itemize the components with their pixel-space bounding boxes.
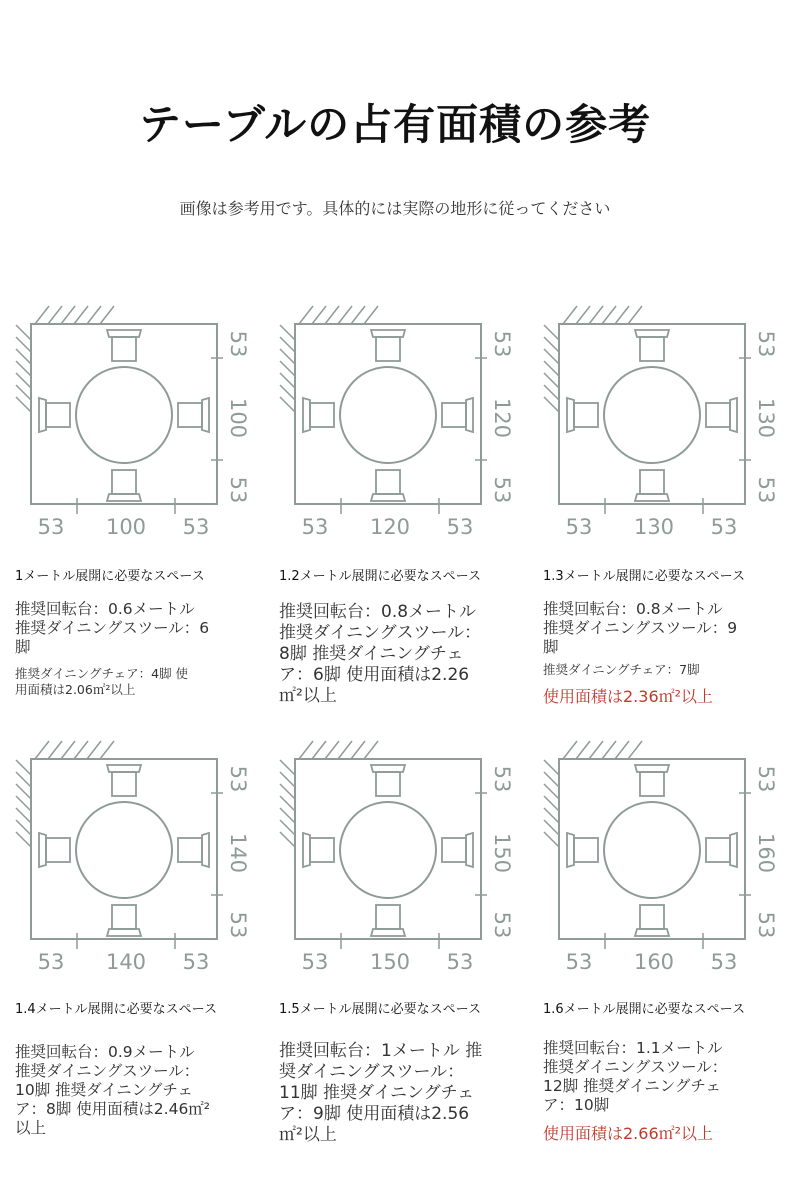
chair-right <box>178 833 209 867</box>
room-outline <box>31 324 217 504</box>
chair-left <box>303 833 334 867</box>
chair-right <box>442 833 473 867</box>
size-option-card <box>15 300 275 730</box>
floor-plan-diagram <box>543 300 790 540</box>
dim-right-table: 150 <box>490 832 514 874</box>
dim-right-top: 53 <box>754 330 778 358</box>
card-description: 推奨回転台：0.8メートル 推奨ダイニングスツール：9脚 <box>543 600 738 656</box>
page-title: テーブルの占有面積の参考 <box>138 100 652 149</box>
size-option-card <box>543 300 790 730</box>
chair-bottom <box>371 905 405 936</box>
size-option-card <box>279 300 539 730</box>
dim-bottom-table: 160 <box>633 950 675 974</box>
dim-right-top: 53 <box>754 765 778 793</box>
card-note: 推奨ダイニングチェア：7脚 <box>543 662 700 677</box>
dim-right-table: 100 <box>226 397 250 439</box>
chair-bottom <box>107 905 141 936</box>
dim-bottom-left: 53 <box>565 515 593 539</box>
room-outline <box>31 759 217 939</box>
chair-right <box>706 398 737 432</box>
chair-top <box>107 765 141 796</box>
chair-left <box>567 398 598 432</box>
dim-bottom-left: 53 <box>565 950 593 974</box>
room-outline <box>295 324 481 504</box>
room-outline <box>295 759 481 939</box>
round-table <box>604 802 700 898</box>
chair-left <box>39 833 70 867</box>
card-area-highlight: 使用面積は2.36㎡²以上 <box>543 687 714 706</box>
chair-top <box>635 330 669 361</box>
card-heading: 1.6メートル展開に必要なスペース <box>543 1002 746 1017</box>
dim-bottom-table: 120 <box>369 515 411 539</box>
dimension-ticks <box>341 793 487 949</box>
dim-right-bottom: 53 <box>226 476 250 504</box>
size-option-card <box>279 735 539 1165</box>
round-table <box>604 367 700 463</box>
dim-bottom-right: 53 <box>446 515 474 539</box>
dim-right-top: 53 <box>226 765 250 793</box>
dimension-ticks <box>341 358 487 514</box>
card-heading: 1.3メートル展開に必要なスペース <box>543 569 746 584</box>
dim-bottom-table: 100 <box>105 515 147 539</box>
chair-left <box>567 833 598 867</box>
card-description: 推奨回転台：1.1メートル 推奨ダイニングスツール：12脚 推奨ダイニングチェア：10脚 <box>543 1039 728 1114</box>
chair-left <box>303 398 334 432</box>
dim-bottom-right: 53 <box>182 515 210 539</box>
card-description: 推奨回転台：0.9メートル 推奨ダイニングスツール：10脚 推奨ダイニングチェア：8脚 使用面積は2.46㎡²以上 <box>15 1043 211 1137</box>
card-heading: 1.5メートル展開に必要なスペース <box>279 1002 482 1017</box>
dim-bottom-left: 53 <box>301 950 329 974</box>
dim-right-bottom: 53 <box>754 911 778 939</box>
round-table <box>340 802 436 898</box>
dimension-ticks <box>605 793 751 949</box>
floor-plan-diagram <box>15 735 275 975</box>
card-description: 推奨回転台：0.6メートル 推奨ダイニングスツール：6脚 <box>15 600 210 656</box>
card-heading: 1.2メートル展開に必要なスペース <box>279 569 482 584</box>
chair-left <box>39 398 70 432</box>
card-description: 推奨回転台：1メートル 推奨ダイニングスツール：11脚 推奨ダイニングチェア：9脚 使用面積は2.56㎡²以上 <box>279 1041 483 1145</box>
floor-plan-diagram <box>15 300 275 540</box>
dim-bottom-left: 53 <box>37 950 65 974</box>
dim-bottom-right: 53 <box>182 950 210 974</box>
chair-bottom <box>635 905 669 936</box>
dim-bottom-left: 53 <box>301 515 329 539</box>
page-subtitle: 画像は参考用です。具体的には実際の地形に従ってください <box>179 199 611 218</box>
floor-plan-diagram <box>279 735 539 975</box>
dim-bottom-table: 150 <box>369 950 411 974</box>
room-outline <box>559 324 745 504</box>
dim-right-top: 53 <box>490 765 514 793</box>
chair-bottom <box>371 470 405 501</box>
dim-right-top: 53 <box>490 330 514 358</box>
round-table <box>76 802 172 898</box>
chair-bottom <box>107 470 141 501</box>
dim-right-bottom: 53 <box>490 911 514 939</box>
dim-bottom-left: 53 <box>37 515 65 539</box>
chair-top <box>371 330 405 361</box>
card-heading: 1.4メートル展開に必要なスペース <box>15 1002 218 1017</box>
dim-bottom-right: 53 <box>446 950 474 974</box>
dim-right-table: 140 <box>226 832 250 874</box>
dimension-ticks <box>77 793 223 949</box>
card-area-highlight: 使用面積は2.66㎡²以上 <box>543 1124 714 1143</box>
round-table <box>76 367 172 463</box>
chair-bottom <box>635 470 669 501</box>
chair-right <box>442 398 473 432</box>
card-heading: 1メートル展開に必要なスペース <box>15 569 205 584</box>
dim-right-top: 53 <box>226 330 250 358</box>
size-option-card <box>15 735 275 1165</box>
chair-right <box>706 833 737 867</box>
card-note: 推奨ダイニングチェア：4脚 使用面積は2.06㎡²以上 <box>15 666 189 697</box>
dim-right-table: 120 <box>490 397 514 439</box>
dimension-ticks <box>77 358 223 514</box>
chair-right <box>178 398 209 432</box>
chair-top <box>371 765 405 796</box>
dim-right-bottom: 53 <box>226 911 250 939</box>
dim-right-bottom: 53 <box>754 476 778 504</box>
chair-top <box>107 330 141 361</box>
dim-right-bottom: 53 <box>490 476 514 504</box>
dim-right-table: 130 <box>754 397 778 439</box>
dim-bottom-table: 140 <box>105 950 147 974</box>
size-option-card <box>543 735 790 1165</box>
room-outline <box>559 759 745 939</box>
chair-top <box>635 765 669 796</box>
dimension-ticks <box>605 358 751 514</box>
dim-right-table: 160 <box>754 832 778 874</box>
round-table <box>340 367 436 463</box>
dim-bottom-table: 130 <box>633 515 675 539</box>
dim-bottom-right: 53 <box>710 950 738 974</box>
dim-bottom-right: 53 <box>710 515 738 539</box>
card-description: 推奨回転台：0.8メートル 推奨ダイニングスツール：8脚 推奨ダイニングチェア：6脚 使用面積は2.26㎡²以上 <box>279 602 482 706</box>
floor-plan-diagram <box>279 300 539 540</box>
floor-plan-diagram <box>543 735 790 975</box>
